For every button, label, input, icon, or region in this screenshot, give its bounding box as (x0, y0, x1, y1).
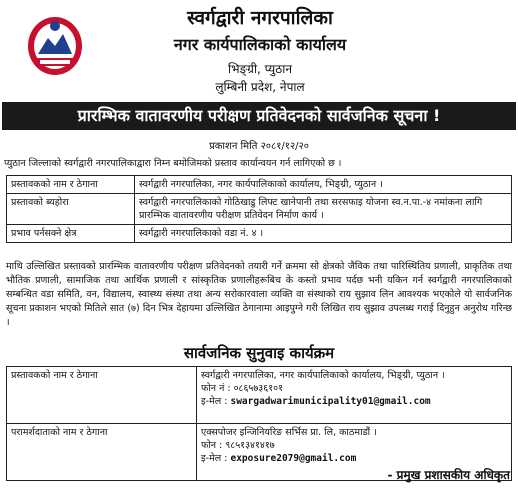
table-value: स्वर्गद्वारी नगरपालिकाको गोठिखाडु लिफ्ट खानेपानी तथा सरसफाइ योजना स्व.न.पा.-४ नमांकना लागि प्रारम्भिक वातावरणीय परीक्षण प्रतिवेदन निर्माण कार्य । (135, 194, 512, 225)
table-label: प्रस्तावकको नाम र ठेगाना (7, 176, 135, 194)
table-value: स्वर्गद्वारी नगरपालिकाको वडा नं. ४ । (135, 225, 512, 243)
municipality-name: स्वर्गद्वारी नगरपालिका (187, 7, 333, 29)
contact-details (197, 367, 512, 424)
notice-title-banner: प्रारम्भिक वातावरणीय परीक्षण प्रतिवेदनको सार्वजनिक सूचना ! (2, 102, 516, 130)
email-label: इ-मेल : (201, 453, 228, 464)
contact-email-line (201, 395, 507, 408)
project-details-table (6, 175, 512, 243)
table-row (7, 176, 512, 194)
phone-label: फोन नं : (201, 383, 231, 394)
publication-date: प्रकाशन मिति २०८१/१२/२० (209, 141, 309, 152)
email-address[interactable]: exposure2079@gmail.com (230, 453, 357, 464)
table-label: प्रस्तावकको नाम र ठेगाना (7, 367, 197, 424)
notice-body-text: माथि उल्लिखित प्रस्तावको प्रारम्भिक वातावरणीय परीक्षण प्रतिवेदनको तयारी गर्ने क्रममा सो क्षेत्रको जैविक तथा पारिस्थितिय प्रणाली, प्राकृतिक तथा भौतिक प्रणाली, सामाजिक तथा आर्थिक प्रणाली र सांस्कृतिक प्रणालीहरूबिच के कस्तो प्रभाव पर्दछ भनी यकिन गर्न स्वर्गद्वारी नगरपालिकाको सम्बन्धित वडा समिति, वन, विद्यालय, स्वास्थ्य संस्था तथा अन्य सरोकारवाला व्यक्ति वा संस्थाको राय सुझाव लिन आवश्यक भएकोले यो सार्वजनिक सूचना प्रकाशन भएको मितिले सात (७) दिन भित्र देहायमा उल्लिखित ठेगानामा आइपुग्ने गरी लिखित राय सुझाव उपलब्ध गराई दिनुहुन अनुरोध गरिन्छ । (6, 261, 512, 328)
phone-label: फोन : (201, 440, 223, 451)
email-label: इ-मेल : (201, 396, 228, 407)
contact-email-line (201, 452, 507, 465)
contacts-table (6, 366, 512, 481)
contact-phone-line (201, 439, 507, 452)
contact-address: स्वर्गद्वारी नगरपालिका, नगर कार्यपालिकाको कार्यालय, भिङ्ग्री, प्युठान । (201, 370, 445, 381)
table-row (7, 225, 512, 243)
phone-number: ०८६५७३६१०१ (233, 383, 284, 394)
intro-text: प्युठान जिल्लाको स्वर्गद्वारी नगरपालिकाद्वारा निम्न बमोजिमको प्रस्ताव कार्यान्वयन गर्न लागिएको छ । (4, 158, 342, 169)
table-value: स्वर्गद्वारी नगरपालिका, नगर कार्यपालिकाको कार्यालय, भिङ्ग्री, प्युठान । (135, 176, 512, 194)
table-label: प्रभाव पर्नसक्ने क्षेत्र (7, 225, 135, 243)
letterhead (0, 0, 518, 100)
table-label: प्रस्तावको ब्यहोरा (7, 194, 135, 225)
email-address[interactable]: swargadwarimunicipality01@gmail.com (230, 396, 431, 407)
table-row (7, 367, 512, 424)
office-name: नगर कार्यपालिकाको कार्यालय (173, 35, 347, 54)
table-row (7, 194, 512, 225)
office-location: भिङ्ग्री, प्युठान (227, 62, 292, 76)
table-label: परामर्शदाताको नाम र ठेगाना (7, 424, 197, 481)
contact-address: एक्सपोजर इन्जिनियरिङ सर्भिस प्रा. लि, काठमाडौं । (201, 427, 377, 438)
phone-number: ९८५१३४१४१७ (225, 440, 275, 451)
contact-phone-line (201, 382, 507, 395)
signatory-title: - प्रमुख प्रशासकीय अधिकृत (387, 468, 510, 482)
nepal-government-emblem-icon (26, 12, 84, 76)
province-country: लुम्बिनी प्रदेश, नेपाल (215, 80, 305, 94)
public-hearing-heading: सार्वजनिक सुनुवाइ कार्यक्रम (183, 344, 335, 362)
